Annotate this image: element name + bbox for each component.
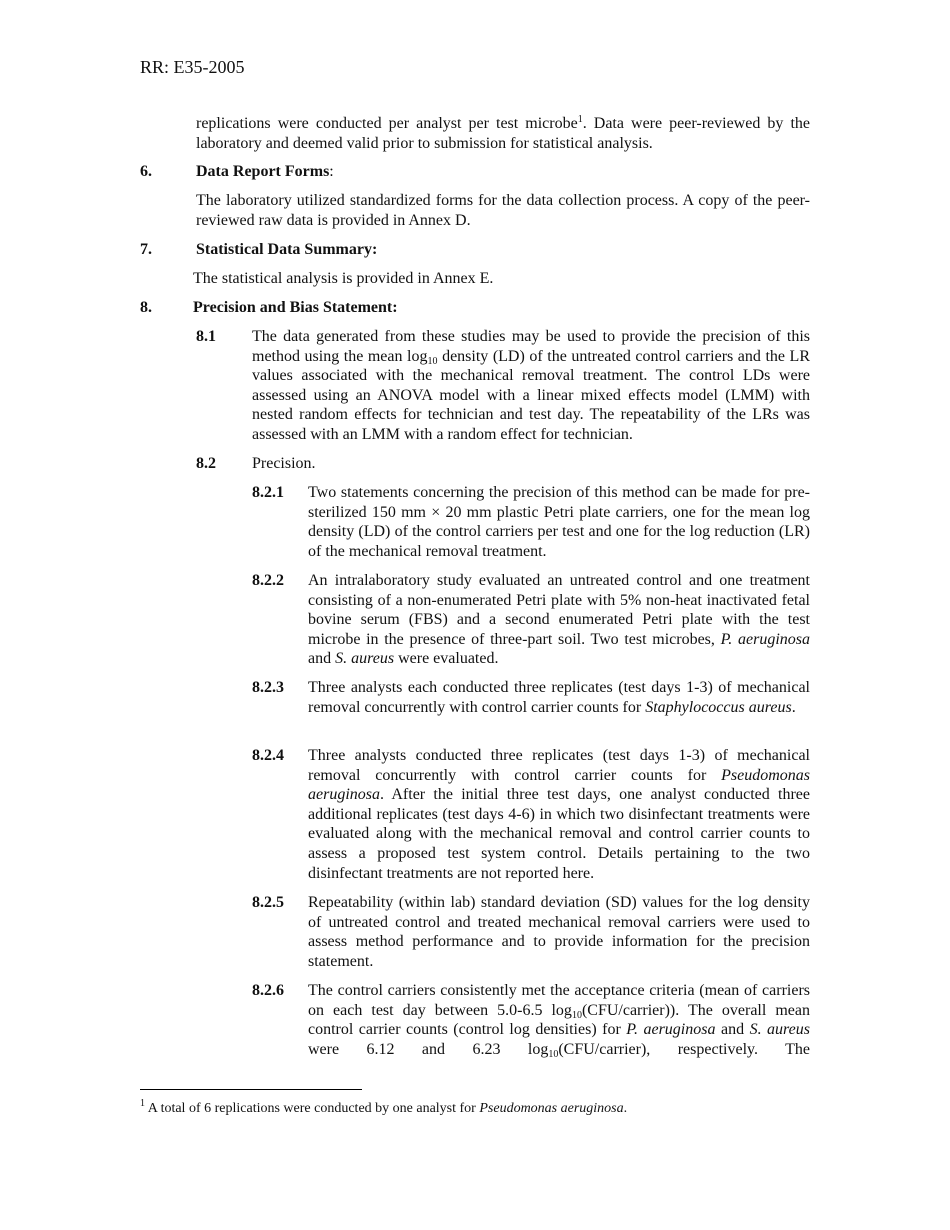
organism-name: Pseudomonas aeruginosa: [308, 766, 810, 804]
section-8-2-5-number: 8.2.5: [252, 894, 284, 911]
section-7-heading: Statistical Data Summary:: [196, 241, 378, 258]
section-8-2-heading: Precision.: [252, 455, 316, 472]
section-8-1-body: The data generated from these studies may be used to provide the precision of this method using the mean $\log_{10}$ density (LD) of the untreated control carriers and the LR values associated with the mechanical removal treatment. The control LDs were assessed using an ANOVA model with a linear mixed effects model (LMM) with nested random effects for technician and test day. The repeatability of the LRs was assessed with an LMM with a random effect for technician.: [252, 328, 810, 443]
section-8-2-2-number: 8.2.2: [252, 572, 284, 589]
intro-paragraph: replications were conducted per analyst per test microbe$^1$. Data were peer-reviewed by the laboratory and deemed valid prior to submission for statistical analysis.: [196, 114, 810, 152]
footnote-separator: [140, 1089, 362, 1090]
organism-name: Pseudomonas aeruginosa: [479, 1101, 624, 1116]
organism-name: S. aureus: [335, 650, 395, 668]
section-8-2-4-body: Three analysts conducted three replicates (test days 1-3) of mechanical removal concurrently with control carrier counts for Pseudomonas aeruginosa. After the initial three test days, one analyst conducted three additional replicates (test days 4-6) in which two disinfectant treatments were evaluated along with the mechanical removal and control carrier counts to assess a proposed test system control. Details pertaining to the two disinfectant treatments are not reported here.: [308, 747, 810, 882]
footnote: $^1$ A total of 6 replications were conducted by one analyst for Pseudomonas aeruginosa.: [140, 1098, 628, 1116]
section-8-2-6-number: 8.2.6: [252, 982, 284, 999]
section-8-heading: Precision and Bias Statement:: [193, 299, 398, 316]
running-head: RR: E35-2005: [140, 57, 245, 77]
section-8-2-1-body: Two statements concerning the precision of this method can be made for pre-sterilized 150 mm × 20 mm plastic Petri plate carriers, one for the mean log density (LD) of the control carriers per test and one for the log reduction (LR) of the mechanical removal treatment.: [308, 484, 810, 560]
section-7-body: The statistical analysis is provided in Annex E.: [193, 270, 494, 287]
section-8-2-4-number: 8.2.4: [252, 747, 284, 764]
section-8-2-1-number: 8.2.1: [252, 484, 284, 501]
section-6-heading: Data Report Forms:: [196, 163, 334, 180]
organism-name: P. aeruginosa: [626, 1021, 716, 1039]
section-8-2-5-body: Repeatability (within lab) standard deviation (SD) values for the log density of untreated control and treated mechanical removal carriers were used to assess method performance and to provide information for the precision statement.: [308, 894, 810, 970]
section-8-2-6-body: The control carriers consistently met the acceptance criteria (mean of carriers on each test day between 5.0-6.5 $\log_{10}(CFU/carrier)$). The overall mean control carrier counts (control log densities) for P. aeruginosa and S. aureus were 6.12 and 6.23 $\log_{10}(CFU/carrier)$, respectively. The: [308, 982, 811, 1060]
section-8-2-number: 8.2: [196, 455, 216, 472]
section-6-body: The laboratory utilized standardized forms for the data collection process. A copy of the peer-reviewed raw data is provided in Annex D.: [196, 192, 810, 229]
section-8-2-3-number: 8.2.3: [252, 679, 284, 696]
footnote-reference[interactable]: 1: [577, 114, 583, 125]
section-8-1-number: 8.1: [196, 328, 216, 345]
section-8-number: 8.: [140, 299, 152, 316]
organism-name: Staphylococcus aureus: [645, 698, 792, 716]
section-7-number: 7.: [140, 241, 152, 258]
footnote-mark: 1: [140, 1098, 145, 1109]
section-8-2-2-body: An intralaboratory study evaluated an untreated control and one treatment consisting of a non-enumerated Petri plate with 5% non-heat inactivated fetal bovine serum (FBS) and a second enumerated Petri plate with the test microbe in the presence of three-part soil. Two test microbes, P. aeruginosa and S. aureus were evaluated.: [308, 572, 810, 668]
organism-name: S. aureus: [749, 1021, 811, 1039]
section-8-2-3-body: Three analysts each conducted three replicates (test days 1-3) of mechanical removal concurrently with control carrier counts for Staphylococcus aureus.: [308, 679, 810, 716]
organism-name: P. aeruginosa: [720, 630, 810, 648]
section-6-number: 6.: [140, 163, 152, 180]
